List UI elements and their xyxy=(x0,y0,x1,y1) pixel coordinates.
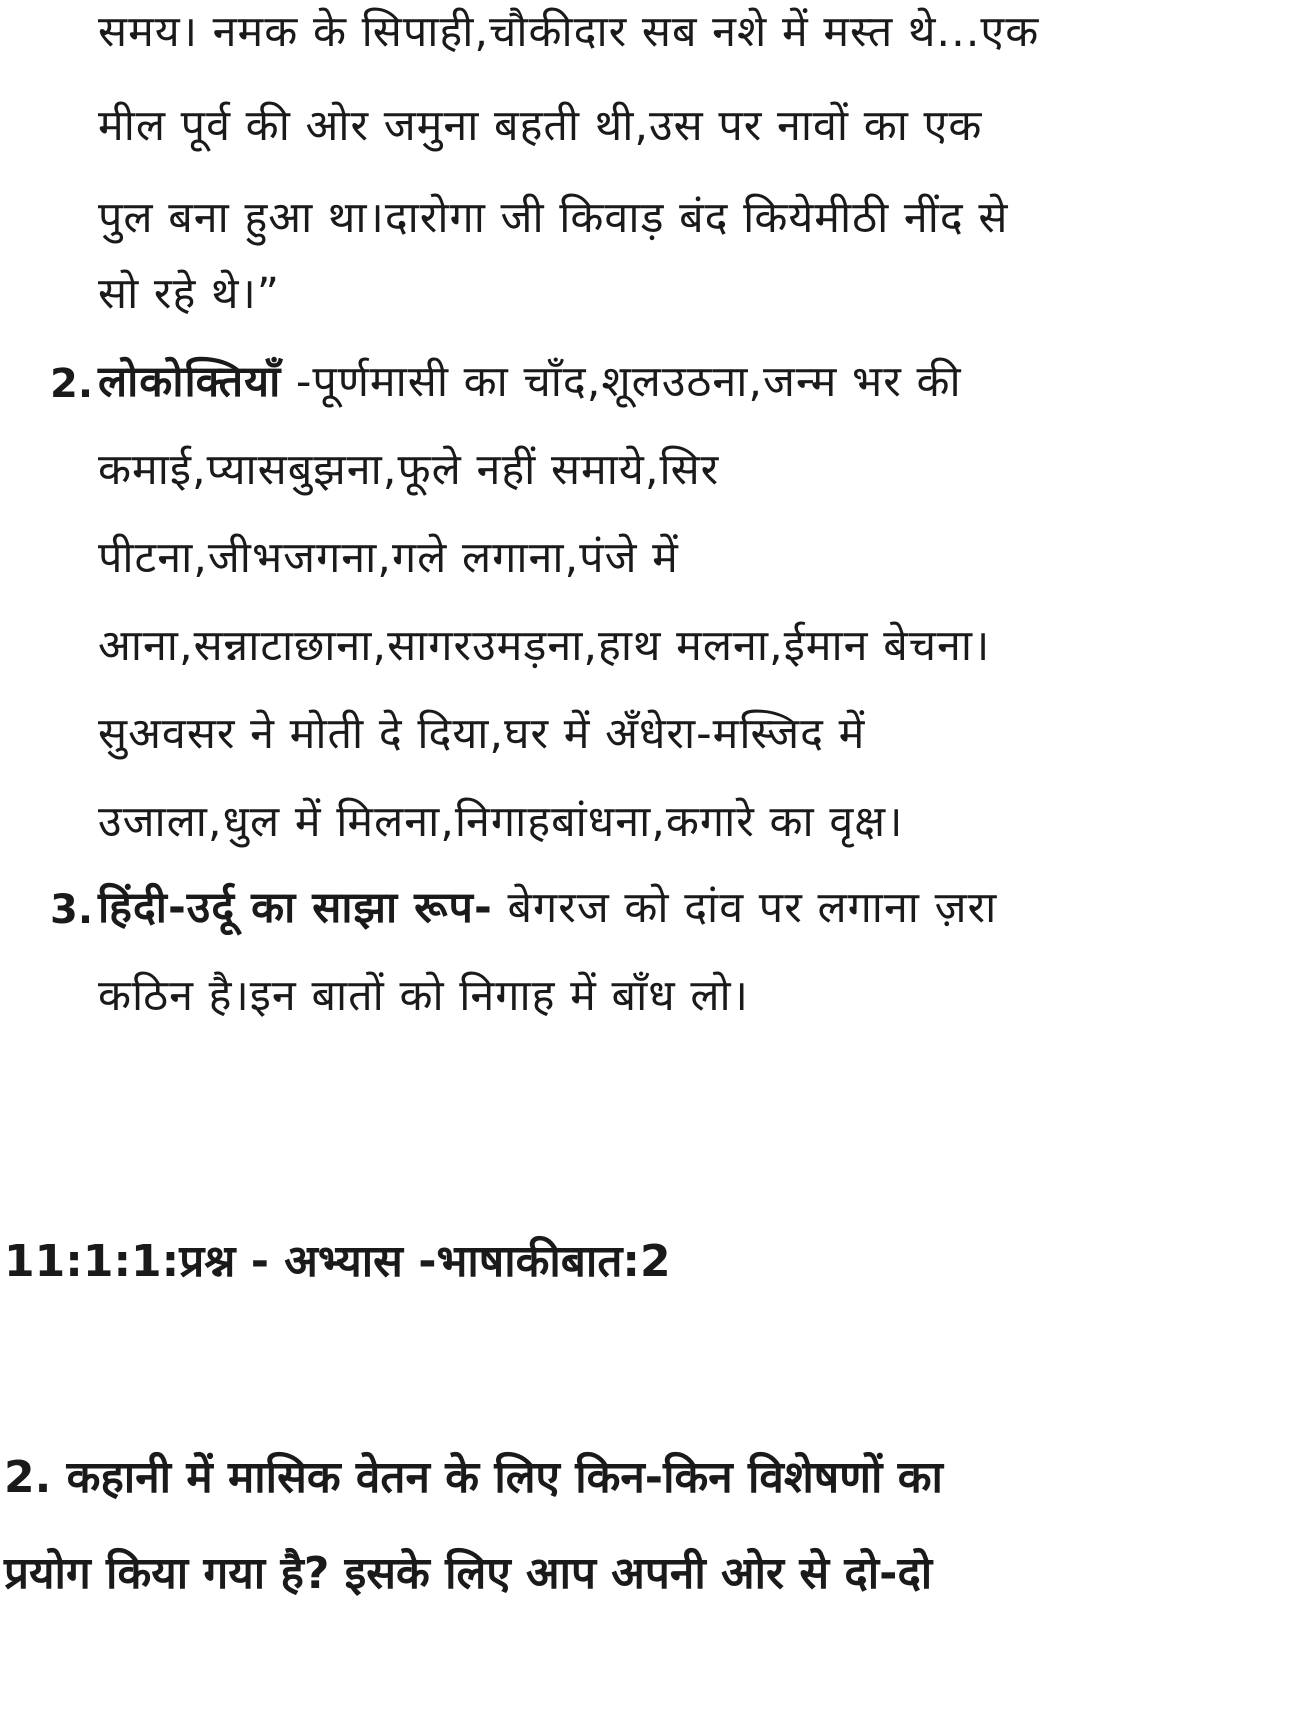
paragraph-line: समय। नमक के सिपाही,चौकीदार सब नशे में मस्त थे...एक xyxy=(98,7,1040,57)
list-item-line: पीटना,जीभजगना,गले लगाना,पंजे में xyxy=(98,533,679,583)
list-item-text: -पूर्णमासी का चाँद,शूलउठना,जन्म भर की xyxy=(281,357,962,407)
paragraph-line: मील पूर्व की ओर जमुना बहती थी,उस पर नावों का एक xyxy=(98,101,983,151)
list-item-number: 3. xyxy=(50,887,94,933)
paragraph-line: पुल बना हुआ था।दारोगा जी किवाड़ बंद कियेमीठी नींद से xyxy=(98,193,1009,243)
section-heading: 11:1:1:प्रश्न - अभ्यास -भाषाकीबात:2 xyxy=(4,1236,671,1287)
list-item-number: 2. xyxy=(50,361,94,407)
list-item-line: कमाई,प्यासबुझना,फूले नहीं समाये,सिर xyxy=(98,445,720,495)
list-item-line: कठिन है।इन बातों को निगाह में बाँध लो। xyxy=(98,971,749,1021)
list-item-text: बेगरज को दांव पर लगाना ज़रा xyxy=(492,883,998,933)
question-line: 2. कहानी में मासिक वेतन के लिए किन-किन विशेषणों का xyxy=(4,1452,943,1503)
list-item-line: सुअवसर ने मोती दे दिया,घर में अँधेरा-मस्जिद में xyxy=(98,709,866,759)
paragraph-line: सो रहे थे।” xyxy=(98,269,281,319)
list-item-label: लोकोक्तियाँ xyxy=(98,357,282,407)
question-line: प्रयोग किया गया है? इसके लिए आप अपनी ओर से दो-दो xyxy=(4,1548,933,1599)
list-item-first-line xyxy=(98,352,962,412)
list-item-label: हिंदी-उर्दू का साझा रूप- xyxy=(98,883,493,933)
list-item-first-line xyxy=(98,878,997,938)
list-item-line: आना,सन्नाटाछाना,सागरउमड़ना,हाथ मलना,ईमान बेचना। xyxy=(98,621,991,671)
list-item-line: उजाला,धुल में मिलना,निगाहबांधना,कगारे का वृक्ष। xyxy=(98,797,904,847)
